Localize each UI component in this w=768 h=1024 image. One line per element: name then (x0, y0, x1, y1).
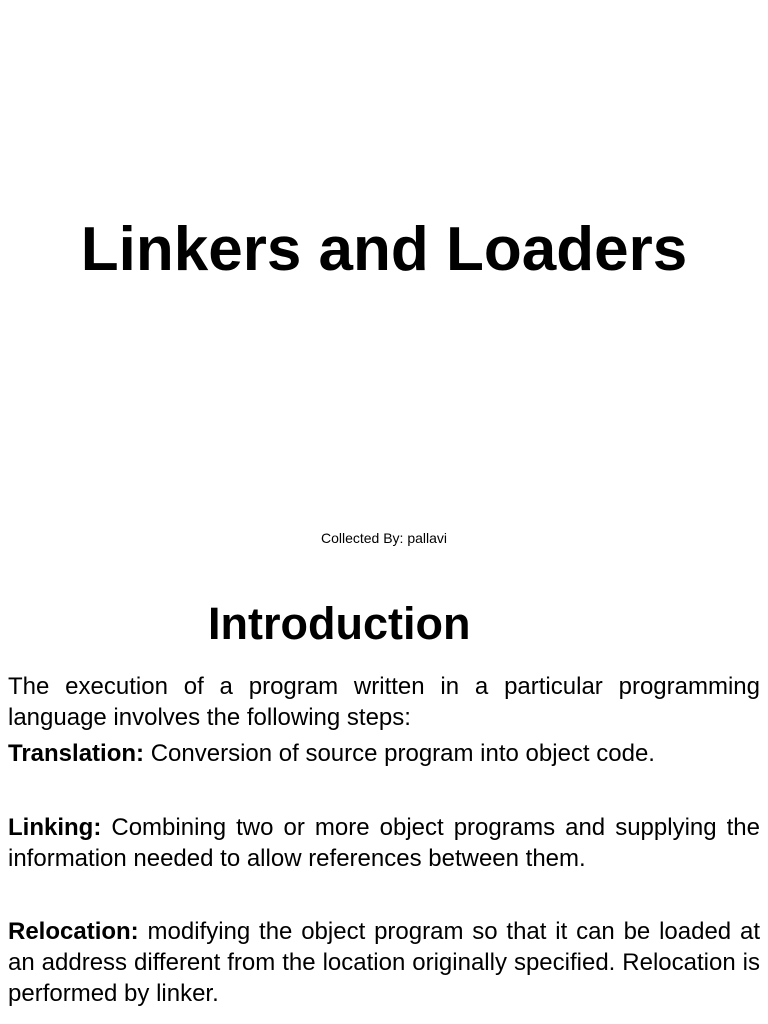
slide-title: Linkers and Loaders (80, 215, 688, 284)
linking-term: Linking: (8, 814, 102, 841)
relocation-text: modifying the object program so that it can be loaded at an address different from the location originally specified. Relocation is performed by linker. (8, 918, 760, 1007)
translation-text: Conversion of source program into object code. (144, 740, 655, 767)
intro-text: The execution of a program written in a particular programming language involves the following steps: (8, 673, 760, 731)
translation-definition (8, 738, 760, 769)
linking-definition (8, 812, 760, 874)
intro-paragraph (8, 671, 760, 733)
relocation-definition (8, 916, 760, 1009)
section-heading: Introduction (208, 598, 471, 649)
relocation-term: Relocation: (8, 918, 139, 945)
credit-text: Collected By: pallavi (320, 530, 448, 546)
translation-term: Translation: (8, 740, 145, 767)
linking-text: Combining two or more object programs and supplying the information needed to allow references between them. (8, 814, 760, 872)
